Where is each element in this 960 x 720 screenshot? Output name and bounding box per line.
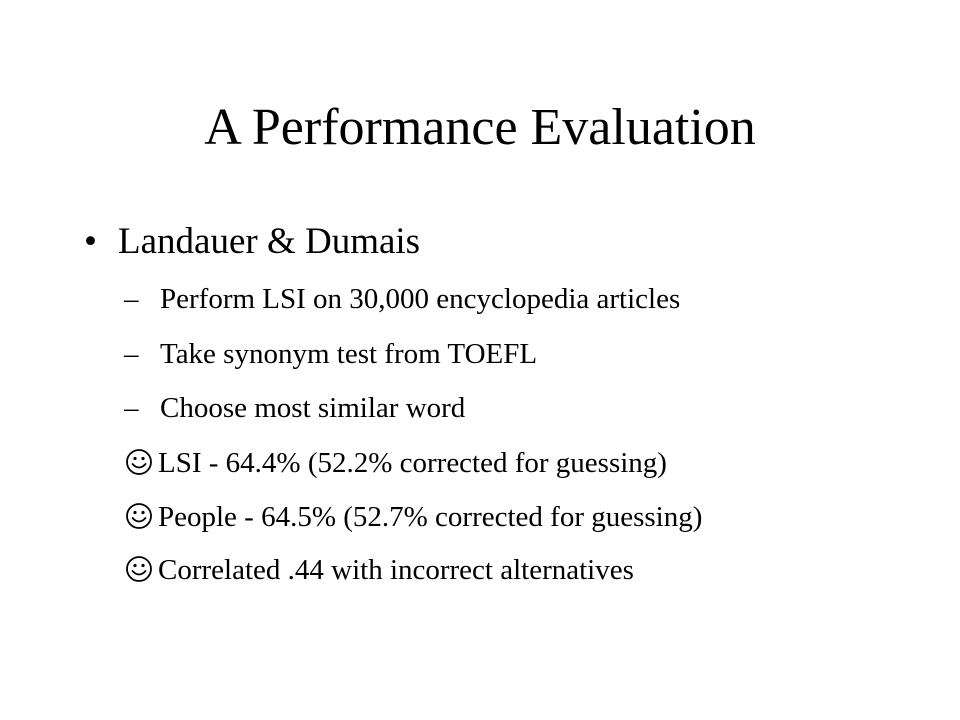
bullet-marker: • — [84, 221, 97, 262]
sub-item-text: People - 64.5% (52.7% corrected for guessing) — [158, 501, 703, 533]
dash-marker: – — [124, 338, 139, 370]
sub-item-text: Take synonym test from TOEFL — [160, 338, 538, 370]
sub-item-similar-word — [124, 390, 465, 426]
sub-item-people-score — [124, 499, 702, 535]
sub-item-text: Perform LSI on 30,000 encyclopedia articles — [160, 283, 681, 315]
smiley-face-icon — [124, 554, 158, 584]
dash-marker: – — [124, 392, 139, 424]
sub-item-text: Choose most similar word — [160, 392, 466, 424]
sub-item-perform-lsi — [124, 281, 680, 317]
dash-marker: – — [124, 283, 139, 315]
sub-item-text: LSI - 64.4% (52.2% corrected for guessing) — [158, 447, 667, 479]
sub-item-lsi-score — [124, 445, 667, 481]
sub-item-synonym-test — [124, 336, 537, 372]
bullet-text: Landauer & Dumais — [118, 221, 421, 262]
sub-item-correlation — [124, 552, 634, 588]
smiley-face-icon — [124, 501, 158, 531]
sub-item-text: Correlated .44 with incorrect alternatives — [158, 554, 634, 586]
bullet-landauer-dumais — [84, 219, 420, 265]
smiley-face-icon — [124, 447, 158, 477]
slide-title: A Performance Evaluation — [204, 99, 756, 156]
